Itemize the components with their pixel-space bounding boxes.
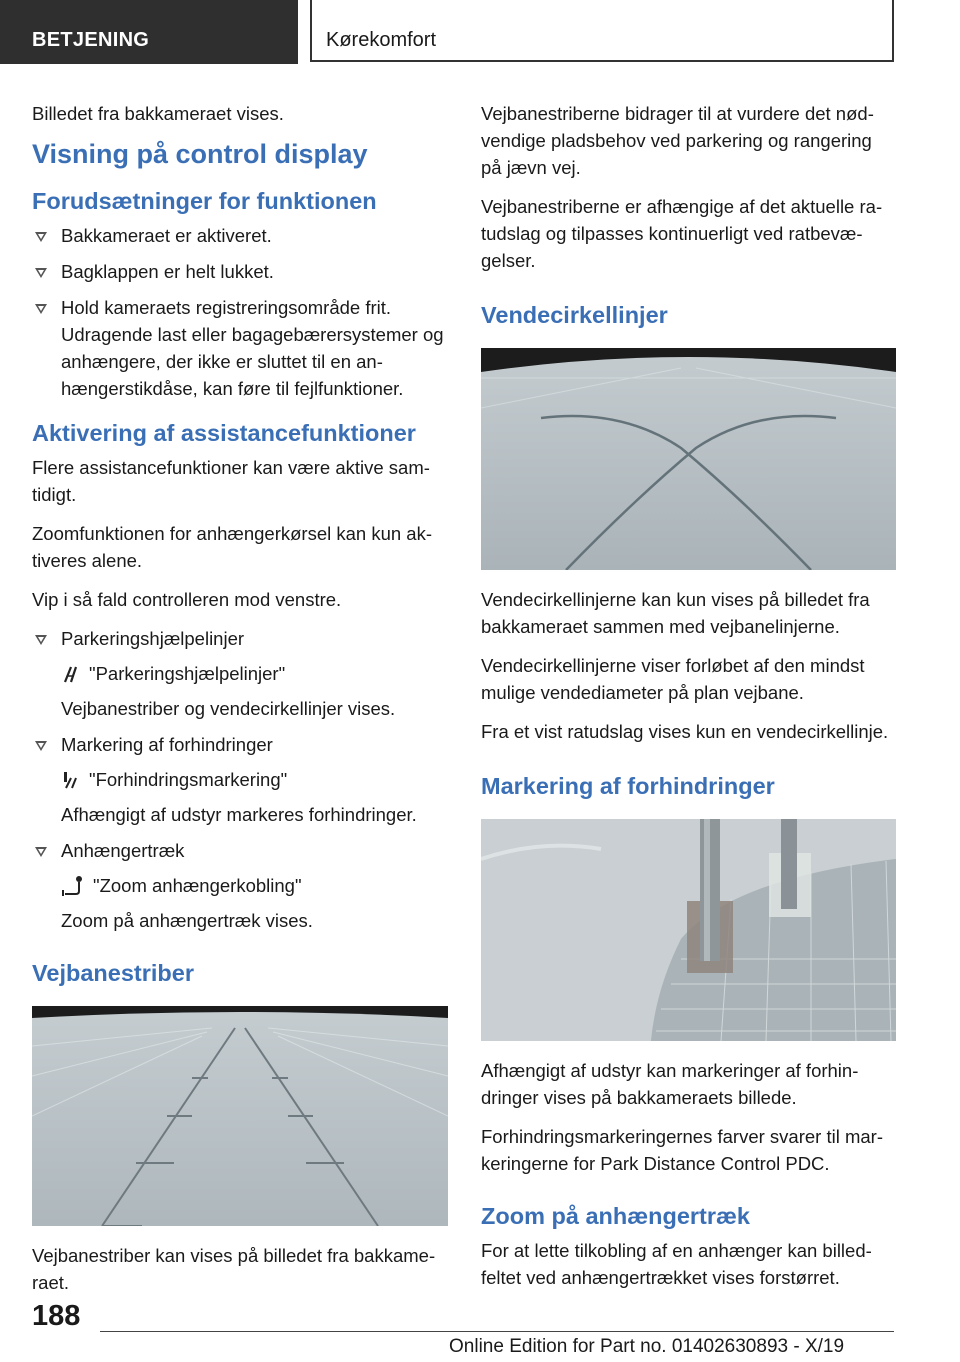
paragraph: Vejbanestriberne bidrager til at vurdere det nødvendige pladsbehov ved parkering og rangering på jævn vej. (481, 103, 874, 178)
figure-caption: Vejbanestriber kan vises på billedet fra bakkameraet. (32, 1245, 436, 1293)
description: Zoom på anhængertræk vises. (61, 910, 313, 931)
chapter-title: Kørekomfort (310, 0, 894, 62)
bullet-triangle-icon (35, 847, 47, 857)
intro-text: Billedet fra bakkameraet vises. (32, 103, 284, 124)
heading-zoom: Zoom på anhængertræk (481, 1203, 750, 1229)
list-item: Hold kameraets registreringsområde frit. Udragende last eller bagagebærersystemer og anhængere, der ikke er sluttet til en anhængerstikdåse, kan føre til fejlfunktioner. (32, 294, 448, 402)
paragraph: Afhængigt af udstyr kan markeringer af forhindringer vises på bakkameraets billede. (481, 1060, 859, 1108)
section-tab: BETJENING (0, 0, 298, 64)
menu-option: "Forhindringsmarkering" (89, 769, 288, 790)
description: Vejbanestriber og vendecirkellinjer vises. (61, 698, 396, 719)
menu-option: "Zoom anhængerkobling" (93, 875, 302, 896)
list-item: Anhængertræk "Zoom anhængerkobling" Zoom på anhængertræk vises. (32, 837, 448, 934)
heading-turning-circle: Vendecirkellinjer (481, 302, 668, 328)
trailer-hitch-icon (61, 875, 85, 897)
edition-text: Online Edition for Part no. 01402630893 - X/19 (449, 1336, 845, 1357)
turning-circle-figure (481, 348, 896, 570)
lane-lines-figure (32, 1006, 448, 1226)
paragraph: Vendecirkellinjerne kan kun vises på billedet fra bakkameraet sammen med vejbanelinjerne. (481, 589, 870, 637)
footer-divider (100, 1331, 894, 1332)
right-column (481, 100, 896, 1303)
bullet-triangle-icon (35, 304, 47, 314)
paragraph: Vejbanestriberne er afhængige af det aktuelle ratudslag og tilpasses kontinuerligt ved ratbevægelser. (481, 196, 883, 271)
description: Afhængigt af udstyr markeres forhindringer. (61, 804, 417, 825)
menu-option: "Parkeringshjælpelinjer" (89, 663, 286, 684)
heading-display: Visning på control display (32, 139, 368, 169)
paragraph: For at lette tilkobling af en anhænger kan billedfeltet ved anhængertrækket vises forstørret. (481, 1240, 872, 1288)
list-item: Bagklappen er helt lukket. (32, 258, 448, 285)
heading-prerequisites: Forudsætninger for funktionen (32, 188, 377, 214)
bullet-triangle-icon (35, 635, 47, 645)
heading-activation: Aktivering af assistancefunktioner (32, 420, 416, 446)
paragraph: Zoomfunktionen for anhængerkørsel kan kun aktiveres alene. (32, 523, 433, 571)
heading-obstacles: Markering af forhindringer (481, 773, 775, 799)
paragraph: Vendecirkellinjerne viser forløbet af den mindst mulige vendediameter på plan vejbane. (481, 655, 865, 703)
page-number: 188 (32, 1300, 81, 1332)
bullet-triangle-icon (35, 741, 47, 751)
page-header (0, 0, 960, 66)
bullet-triangle-icon (35, 232, 47, 242)
obstacle-marking-figure (481, 819, 896, 1041)
parking-lines-icon (61, 664, 81, 684)
list-item: Parkeringshjælpelinjer "Parkeringshjælpelinjer" Vejbanestriber og vendecirkellinjer vises. (32, 625, 448, 722)
paragraph: Flere assistancefunktioner kan være aktive samtidigt. (32, 457, 430, 505)
bullet-triangle-icon (35, 268, 47, 278)
heading-lanes: Vejbanestriber (32, 960, 194, 986)
left-column (32, 100, 448, 1308)
prerequisites-list (32, 222, 448, 402)
list-item: Bakkameraet er aktiveret. (32, 222, 448, 249)
obstacle-marking-icon (61, 770, 81, 790)
paragraph: Forhindringsmarkeringernes farver svarer til markeringerne for Park Distance Control PDC. (481, 1126, 883, 1174)
list-item: Markering af forhindringer "Forhindringsmarkering" Afhængigt af udstyr markeres forhindringer. (32, 731, 448, 828)
paragraph: Vip i så fald controlleren mod venstre. (32, 589, 342, 610)
paragraph: Fra et vist ratudslag vises kun en vendecirkellinje. (481, 721, 889, 742)
functions-list (32, 625, 448, 934)
